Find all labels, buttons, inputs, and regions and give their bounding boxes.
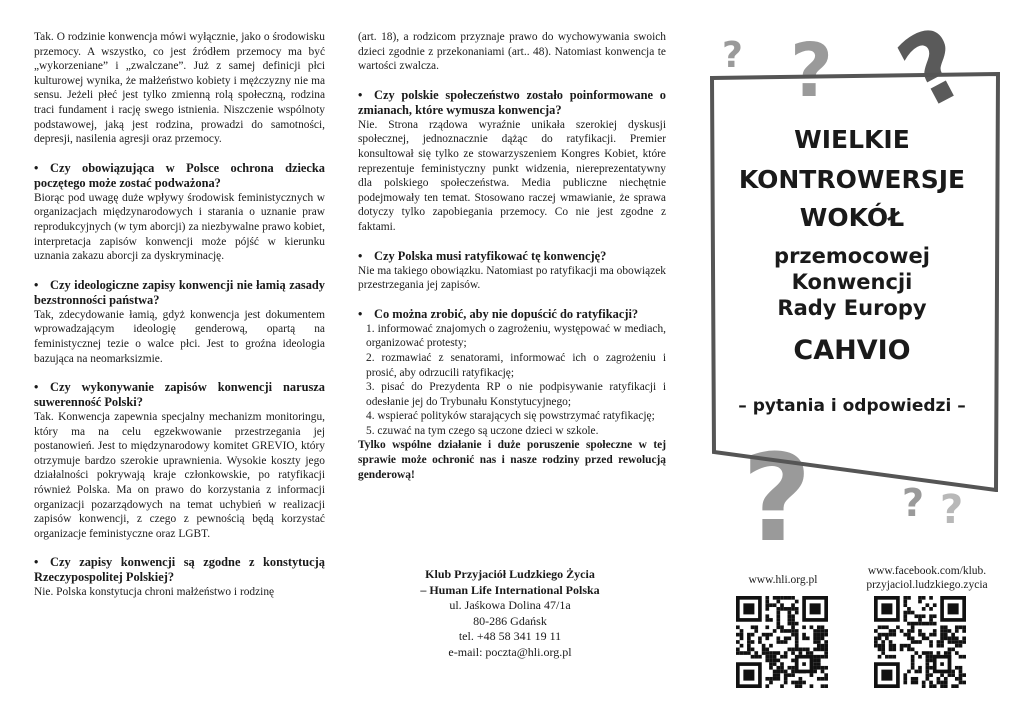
list-item: 4. wspierać polityków starających się powstrzymać ratyfikację;	[366, 410, 655, 423]
answer-5: Nie. Strona rządowa wyraźnie unikała szerokiej dyskusji społecznej, jednoznacznie dążąc do ratyfikacji. Premier konsultował się tylko ze stowarzyszeniem Kongres Kobiet, które reprezentuje feministyczny punkt widzenia, niereprezentatywny dla polskiego społeczeństwa. Media publiczne niechętnie podejmowały ten temat. Stosowano raczej wmawianie, że sprawa dotyczy tylko zapobiegania przemocy. Co nie jest zgodne z faktami.	[358, 118, 666, 233]
question-mark-icon: ?	[742, 430, 812, 569]
column-middle	[358, 30, 666, 482]
question-2-text: Czy ideologiczne zapisy konwencji nie łamią zasady bezstronności państwa?	[34, 277, 325, 307]
question-1-text: Czy obowiązująca w Polsce ochrona dziecka poczętego może zostać podważona?	[34, 160, 325, 190]
acronym: CAHVIO	[793, 335, 911, 366]
question-7: • Co można zrobić, aby nie dopuścić do ratyfikacji?	[358, 306, 639, 321]
continued-paragraph: (art. 18), a rodzicom przyznaje prawo do wychowywania swoich dzieci zgodnie z przekonaniami (art.. 48). Natomiast konwencja te wartości zwalcza.	[358, 31, 666, 73]
question-6-text: Czy Polska musi ratyfikować tę konwencję?	[374, 248, 607, 263]
question-mark-icon: ?	[902, 481, 925, 525]
question-mark-icon: ?	[790, 28, 833, 114]
subtitle-line-1: przemocowej	[774, 244, 930, 268]
list-item: 5. czuwać na tym czego są uczone dzieci w szkole.	[366, 424, 599, 437]
answer-1: Biorąc pod uwagę duże wpływy środowisk feministycznych w organizacjach międzynarodowych i starania o uznanie praw reprodukcyjnych (w tym aborcji) za niezbywalne prawo kobiet, interpretacja zapisów konwencji może pójść w kierunku uznania zakazu aborcji za dyskryminację.	[34, 191, 325, 263]
list-item: 2. rozmawiać z senatorami, informować ich o zagrożeniu i prosić, aby odrzucili ratyfikację;	[366, 351, 666, 379]
action-list	[358, 322, 666, 439]
list-item: 3. pisać do Prezydenta RP o nie podpisywanie ratyfikacji i odesłanie jej do Trybunału Konstytucyjnego;	[366, 381, 666, 408]
org-phone: tel. +48 58 341 19 11	[458, 629, 562, 643]
website-link[interactable]: www.hli.org.pl	[748, 574, 818, 586]
question-4-text: Czy zapisy konwencji są zgodne z konstytucją Rzeczypospolitej Polskiej?	[34, 555, 325, 585]
organization-contact	[400, 567, 620, 660]
title-line-1: WIELKIE	[794, 125, 910, 154]
org-city: 80-286 Gdańsk	[473, 613, 547, 628]
subtitle-line-2: Konwencji	[791, 270, 913, 294]
subtitle-line-3: Rady Europy	[777, 296, 927, 320]
qr-code-facebook	[874, 596, 966, 688]
question-7-text: Co można zrobić, aby nie dopuścić do ratyfikacji?	[374, 306, 639, 321]
org-email: e-mail: poczta@hli.org.pl	[448, 644, 572, 659]
answer-6: Nie ma takiego obowiązku. Natomiast po ratyfikacji ma obowiązek przestrzegania jej zapisów.	[358, 264, 666, 292]
title-line-3: WOKÓŁ	[799, 203, 905, 232]
facebook-link-line-2[interactable]: przyjaciol.ludzkiego.zycia	[866, 579, 988, 591]
qr-code-website	[736, 596, 828, 688]
list-item: 1. informować znajomych o zagrożeniu, występować w mediach, organizować protesty;	[366, 322, 666, 350]
answer-2: Tak, zdecydowanie łamią, gdyż konwencja jest dokumentem wprowadzającym ideologię genderową, opartą na feministycznej tezie o walce płci. Jest to groźna ideologia bazująca na neomarksizmie.	[34, 308, 325, 365]
question-6: • Czy Polska musi ratyfikować tę konwencję?	[358, 248, 607, 263]
org-name-2: – Human Life International Polska	[420, 582, 600, 597]
question-5-text: Czy polskie społeczeństwo zostało poinformowane o zmianach, które wymusza konwencja?	[358, 87, 666, 117]
tagline: – pytania i odpowiedzi –	[738, 396, 966, 416]
answer-4: Nie. Polska konstytucja chroni małżeństwo i rodzinę	[34, 586, 275, 599]
question-1: • Czy obowiązująca w Polsce ochrona dziecka poczętego może zostać podważona?	[34, 160, 325, 190]
facebook-link-line-1[interactable]: www.facebook.com/klub.	[867, 565, 987, 577]
question-4: • Czy zapisy konwencji są zgodne z konstytucją Rzeczypospolitej Polskiej?	[34, 555, 325, 585]
question-5: • Czy polskie społeczeństwo zostało poinformowane o zmianach, które wymusza konwencja?	[358, 87, 666, 117]
closing-statement: Tylko wspólne działanie i duże poruszenie społeczne w tej sprawie może ochronić nas i nasze rodziny przed rewolucją genderową!	[358, 439, 666, 481]
org-name: Klub Przyjaciół Ludzkiego Życia	[425, 567, 595, 581]
question-mark-icon: ?	[722, 35, 743, 76]
intro-paragraph: Tak. O rodzinie konwencja mówi wyłącznie, jako o środowisku przemocy. A wszystko, co jest źródłem przemocy ma być „wykorzeniane” i „zwalczane”. Już z samej definicji płci kulturowej wynika, że małżeństwo kobiety i mężczyzny nie ma sensu. Jeżeli płeć jest tylko zmienną rolą społeczną, rodzina traci fundament i rację swego istnienia. Niszczenie wspólnoty podstawowej, jaką jest rodzina, prowadzi do samotności, depresji, nasilenia agresji oraz przemocy.	[34, 31, 325, 146]
question-mark-icon: ?	[881, 5, 986, 133]
question-2: • Czy ideologiczne zapisy konwencji nie łamią zasady bezstronności państwa?	[34, 277, 325, 307]
question-3: • Czy wykonywanie zapisów konwencji narusza suwerenność Polski?	[34, 380, 325, 410]
title-line-2: KONTROWERSJE	[738, 165, 966, 194]
answer-3: Tak. Konwencja zapewnia specjalny mechanizm monitoringu, który ma na celu egzekwowanie przestrzegania jej postanowień. Jest to międzynarodowy komitet GREVIO, który otrzymuje bardzo szerokie uprawnienia. Wysokie koszty jego działalności pokrywają kraje członkowskie, po ratyfikacji również Polska. Ma on prawo do korzystania z informacji organizacji pozarządowych na temat uchybień w realizacji zapisów konwencji, z czego z pewnością będą korzystać organizacje feministyczne oraz LGBT.	[34, 411, 325, 540]
org-street: ul. Jaśkowa Dolina 47/1a	[449, 598, 571, 612]
column-left	[34, 30, 325, 600]
question-3-text: Czy wykonywanie zapisów konwencji narusza suwerenność Polski?	[34, 380, 325, 410]
question-mark-icon: ?	[940, 487, 964, 533]
